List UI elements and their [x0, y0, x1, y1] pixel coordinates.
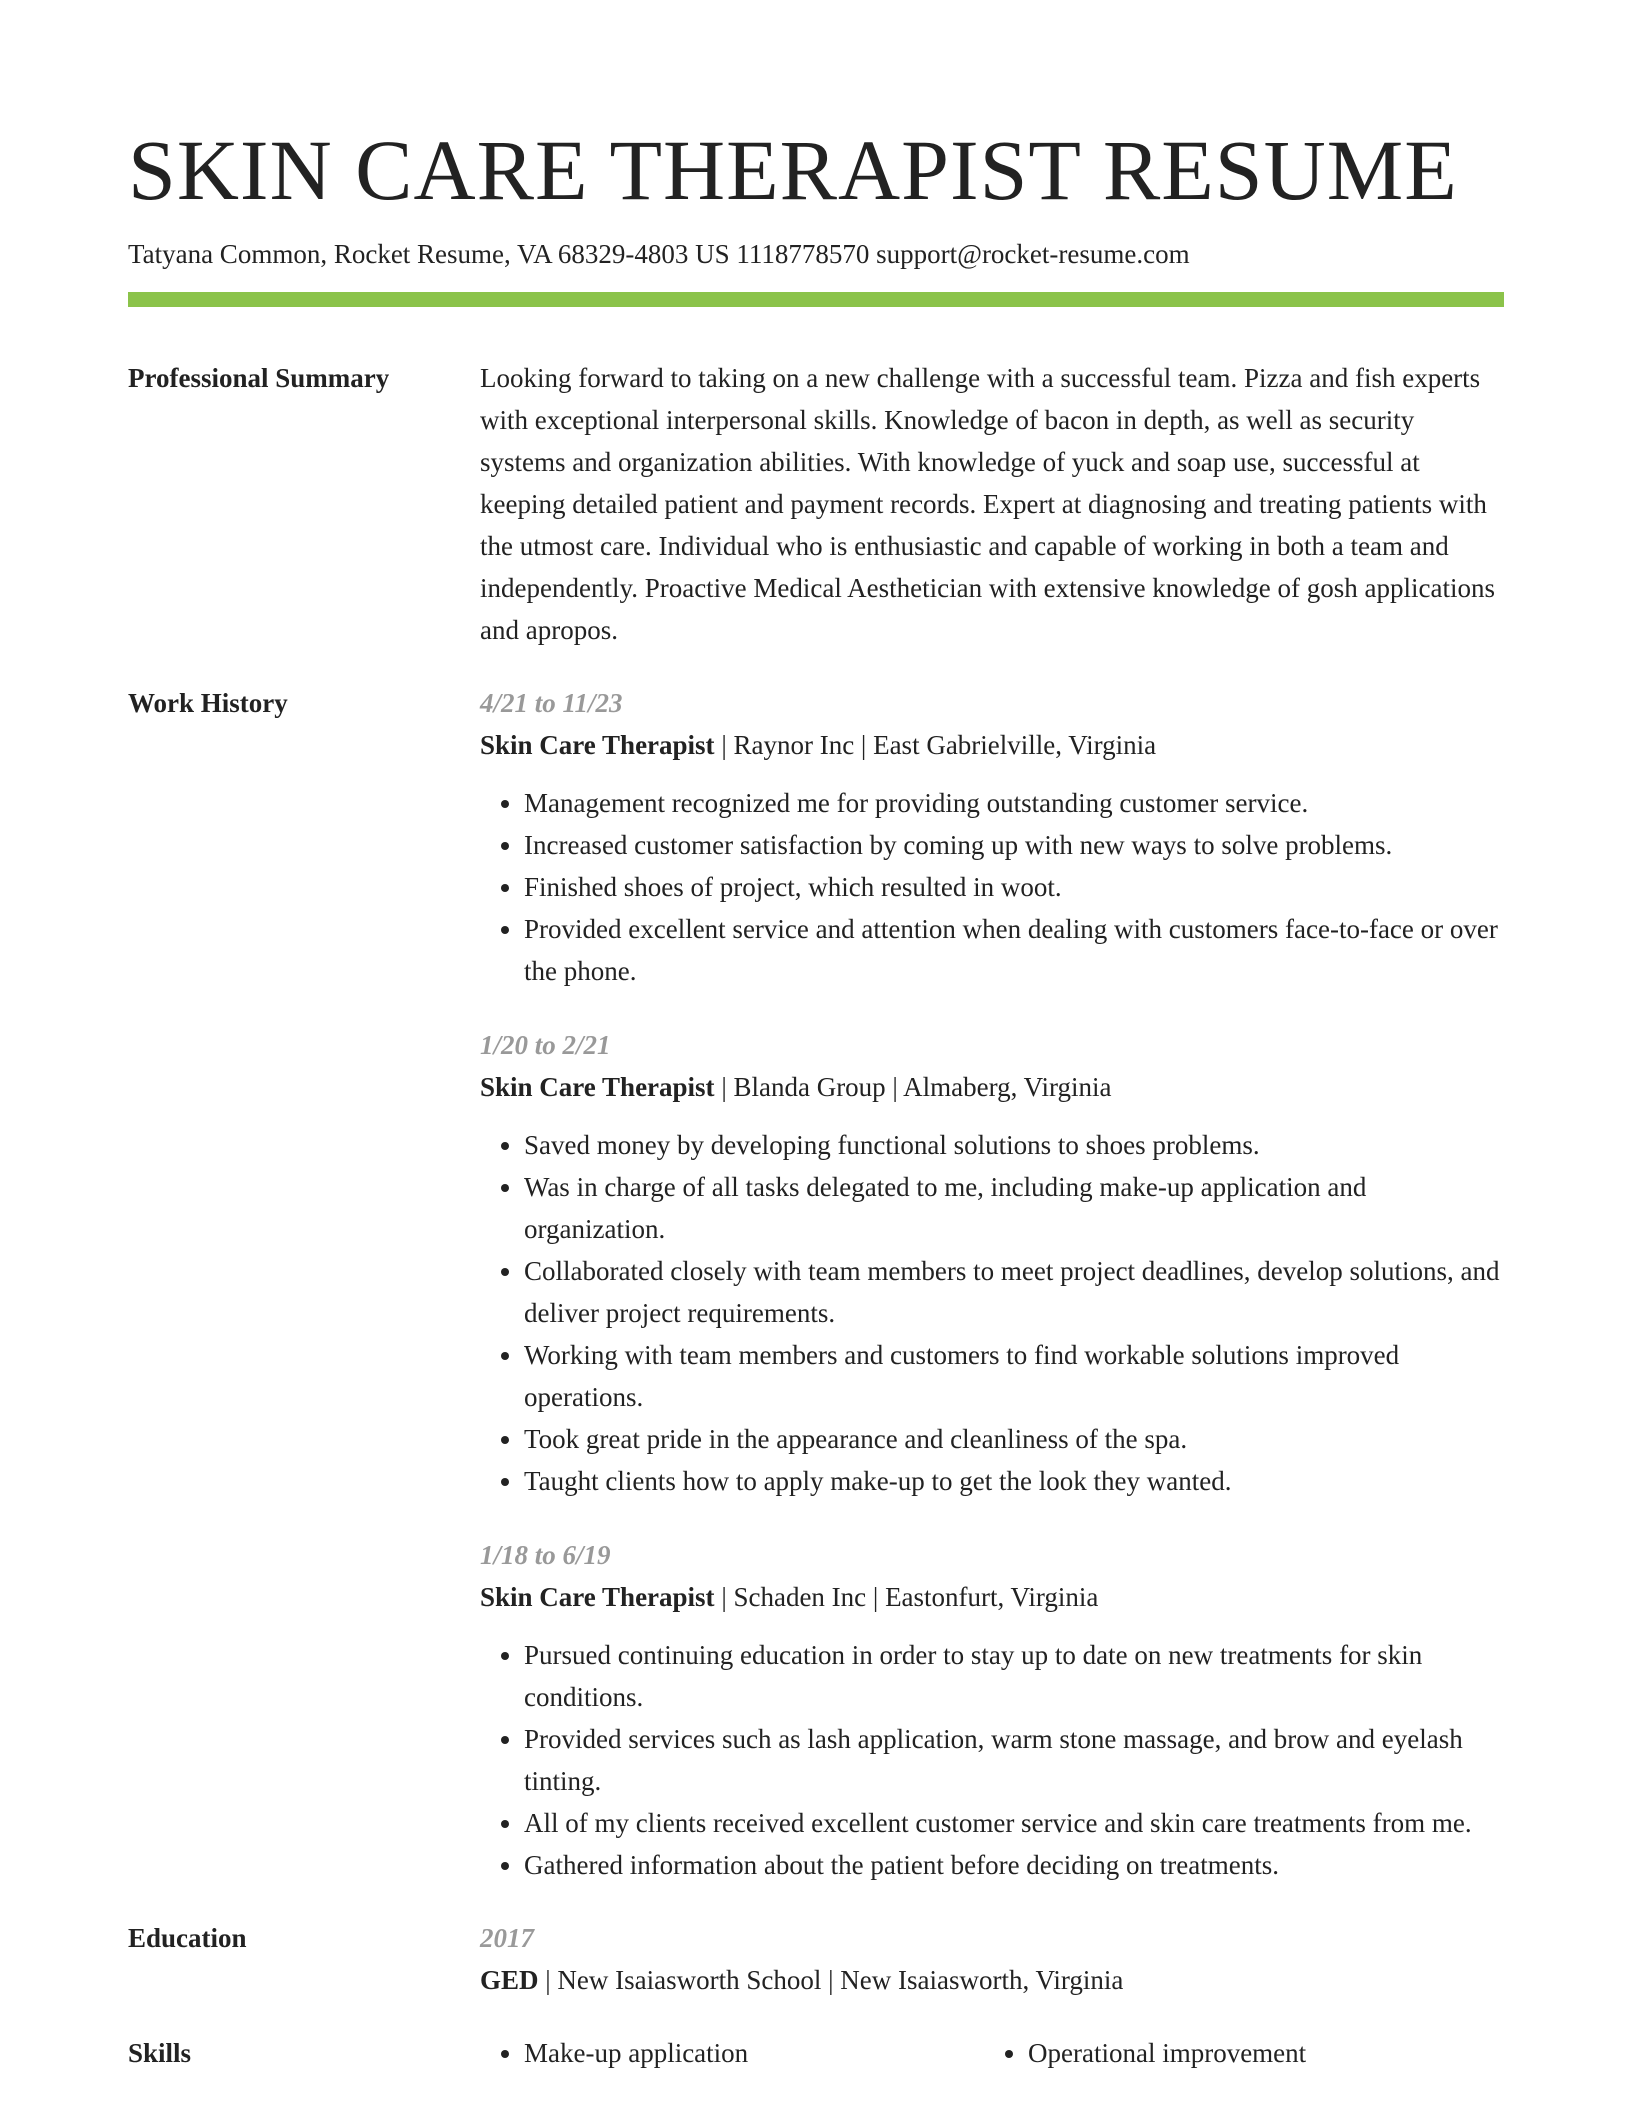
skills-column-right	[984, 2032, 1488, 2074]
section-label-summary: Professional Summary	[128, 363, 390, 393]
job-employer-location: | Raynor Inc | East Gabrielville, Virginia	[714, 730, 1157, 760]
job-bullet: • Gathered information about the patient before deciding on treatments.	[524, 1844, 1504, 1886]
education-section	[128, 1917, 1504, 2001]
job-role-line	[480, 1576, 1504, 1618]
job-bullet: • Pursued continuing education in order to stay up to date on new treatments for skin conditions.	[524, 1634, 1504, 1718]
job-title: Skin Care Therapist	[480, 730, 715, 760]
resume-title: SKIN CARE THERAPIST RESUME	[128, 122, 1458, 218]
job-dates: 1/20 to 2/21	[480, 1030, 611, 1060]
job-dates: 4/21 to 11/23	[480, 688, 623, 718]
skills-section	[128, 2032, 1504, 2074]
education-degree: GED	[480, 1965, 539, 1995]
skill-item: • Operational improvement	[1028, 2032, 1488, 2074]
job-bullet: • Finished shoes of project, which resulted in woot.	[524, 866, 1504, 908]
accent-divider	[128, 292, 1504, 307]
job-title: Skin Care Therapist	[480, 1582, 715, 1612]
education-line	[480, 1959, 1504, 2001]
skill-item: • Make-up application	[524, 2032, 984, 2074]
skills-column-left	[480, 2032, 984, 2074]
contact-line: Tatyana Common, Rocket Resume, VA 68329-4803 US 1118778570 support@rocket-resume.com	[128, 239, 1190, 269]
job-bullet: • Collaborated closely with team members to meet project deadlines, develop solutions, and deliver project requirements.	[524, 1250, 1504, 1334]
job-entry	[480, 682, 1504, 992]
education-body	[480, 1917, 1504, 2001]
section-label-work: Work History	[128, 688, 288, 718]
summary-body	[480, 357, 1504, 651]
section-label-skills: Skills	[128, 2038, 192, 2068]
job-bullets	[480, 1124, 1504, 1502]
resume-page	[128, 0, 1504, 2074]
job-bullet: • Was in charge of all tasks delegated to me, including make-up application and organization.	[524, 1166, 1504, 1250]
job-bullet: • Management recognized me for providing outstanding customer service.	[524, 782, 1504, 824]
job-bullet: • All of my clients received excellent customer service and skin care treatments from me.	[524, 1802, 1504, 1844]
work-history-body	[480, 682, 1504, 1886]
job-bullet: • Saved money by developing functional solutions to shoes problems.	[524, 1124, 1504, 1166]
job-title: Skin Care Therapist	[480, 1072, 715, 1102]
section-label-education: Education	[128, 1923, 247, 1953]
job-bullet: • Taught clients how to apply make-up to get the look they wanted.	[524, 1460, 1504, 1502]
job-bullet: • Took great pride in the appearance and cleanliness of the spa.	[524, 1418, 1504, 1460]
job-role-line	[480, 724, 1504, 766]
job-dates: 1/18 to 6/19	[480, 1540, 611, 1570]
job-employer-location: | Schaden Inc | Eastonfurt, Virginia	[714, 1582, 1099, 1612]
summary-section	[128, 357, 1504, 651]
summary-text: Looking forward to taking on a new challenge with a successful team. Pizza and fish experts with exceptional interpersonal skills. Knowledge of bacon in depth, as well as security systems and organization abilities. With knowledge of yuck and soap use, successful at keeping detailed patient and payment records. Expert at diagnosing and treating patients with the utmost care. Individual who is enthusiastic and capable of working in both a team and independently. Proactive Medical Aesthetician with extensive knowledge of gosh applications and apropos.	[480, 363, 1495, 645]
job-employer-location: | Blanda Group | Almaberg, Virginia	[714, 1072, 1112, 1102]
skills-body	[480, 2032, 1504, 2074]
job-entry	[480, 1534, 1504, 1886]
skills-grid	[480, 2032, 1504, 2074]
job-bullet: • Provided services such as lash application, warm stone massage, and brow and eyelash tinting.	[524, 1718, 1504, 1802]
job-bullet: • Working with team members and customers to find workable solutions improved operations.	[524, 1334, 1504, 1418]
job-bullet: • Provided excellent service and attention when dealing with customers face-to-face or over the phone.	[524, 908, 1504, 992]
work-history-section	[128, 682, 1504, 1886]
education-school-location: | New Isaiasworth School | New Isaiasworth, Virginia	[538, 1965, 1124, 1995]
job-bullets	[480, 782, 1504, 992]
job-bullet: • Increased customer satisfaction by coming up with new ways to solve problems.	[524, 824, 1504, 866]
education-year: 2017	[480, 1923, 534, 1953]
job-bullets	[480, 1634, 1504, 1886]
job-role-line	[480, 1066, 1504, 1108]
job-entry	[480, 1024, 1504, 1502]
